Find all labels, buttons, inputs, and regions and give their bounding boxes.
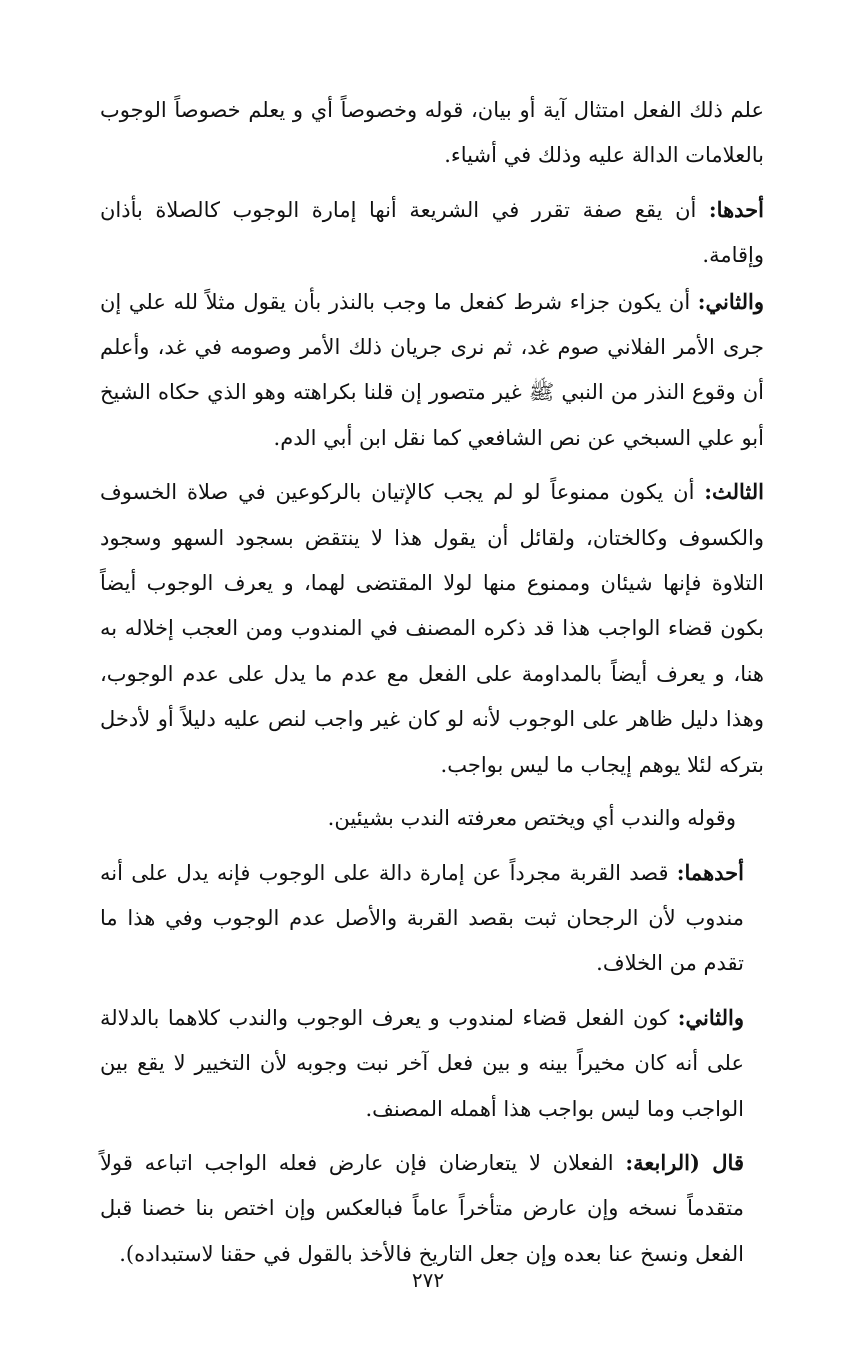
paragraph-text: الفعلان لا يتعارضان فإن عارض فعله الواجب اتباعه قولاً متقدماً نسخه وإن عارض متأخراً عاماً فبالعكس وإن اختص بنا خصنا قبل الفعل ونسخ عنا بعده وإن جعل التاريخ فالأخذ بالقول في حقنا لاستبداده). [100, 1150, 744, 1266]
page-body-text [100, 88, 764, 1277]
paragraph-first-sign [100, 187, 764, 279]
page-number: ٢٧٢ [411, 1268, 445, 1292]
paragraph-nadb-second [100, 995, 764, 1132]
paragraph-text: أن يقع صفة تقرر في الشريعة أنها إمارة الوجوب كالصلاة بأذان وإقامة. [100, 197, 764, 268]
paragraph-third-sign [100, 469, 764, 788]
paragraph-heading: أحدهما: [676, 859, 744, 885]
paragraph-second-sign [100, 279, 764, 462]
paragraph-text: علم ذلك الفعل امتثال آية أو بيان، قوله وخصوصاً أي و يعلم خصوصاً الوجوب بالعلامات الدالة عليه وذلك في أشياء. [100, 98, 764, 168]
paragraph-fourth-issue [100, 1140, 764, 1277]
paragraph-text: أن يكون ممنوعاً لو لم يجب كالإتيان بالركوعين في صلاة الخسوف والكسوف وكالختان، ولقائل أن يقول هذا لا ينتقض بسجود السهو وسجود التلاوة فإنها شيئان وممنوع منها لولا المقتضى لهما، و يعرف الوجوب أيضاً بكون قضاء الواجب هذا قد ذكره المصنف في المندوب ومن العجب إخلاله به هنا، و يعرف أيضاً بالمداومة على الفعل مع عدم ما يدل على عدم الوجوب، وهذا دليل ظاهر على الوجوب لأنه لو كان غير واجب لنص عليه دليلاً أو لأدخل بتركه لئلا يوهم إيجاب ما ليس بواجب. [100, 480, 764, 777]
paragraph-intro [100, 88, 764, 179]
paragraph-text: أن يكون جزاء شرط كفعل ما وجب بالنذر بأن يقول مثلاً لله علي إن جرى الأمر الفلاني صوم غد، ثم نرى جريان ذلك الأمر وصومه في غد، وأعلم أن وقوع النذر من النبي ﷺ غير متصور إن قلنا بكراهته وهو الذي حكاه الشيخ أبو علي السبخي عن نص الشافعي كما نقل ابن أبي الدم. [100, 289, 764, 450]
paragraph-nadb-first [100, 850, 764, 987]
paragraph-text: قصد القربة مجرداً عن إمارة دالة على الوجوب فإنه يدل على أنه مندوب لأن الرجحان ثبت بقصد القربة والأصل عدم الوجوب وفي هذا ما تقدم من الخلاف. [100, 860, 744, 976]
paragraph-text: كون الفعل قضاء لمندوب و يعرف الوجوب والندب كلاهما بالدلالة على أنه كان مخيراً بينه و بين فعل آخر نبت وجوبه لأن التخيير لا يقع بين الواجب وما ليس بواجب هذا أهمله المصنف. [100, 1005, 744, 1121]
paragraph-heading: والثاني: [677, 1004, 744, 1030]
paragraph-text: وقوله والندب أي ويختص معرفته الندب بشيئين. [327, 806, 736, 831]
paragraph-heading: الثالث: [704, 479, 764, 505]
paragraph-nadb-intro [100, 796, 764, 841]
paragraph-heading: قال (الرابعة: [625, 1149, 744, 1175]
paragraph-heading: أحدها: [708, 196, 764, 222]
paragraph-heading: والثاني: [697, 288, 764, 314]
